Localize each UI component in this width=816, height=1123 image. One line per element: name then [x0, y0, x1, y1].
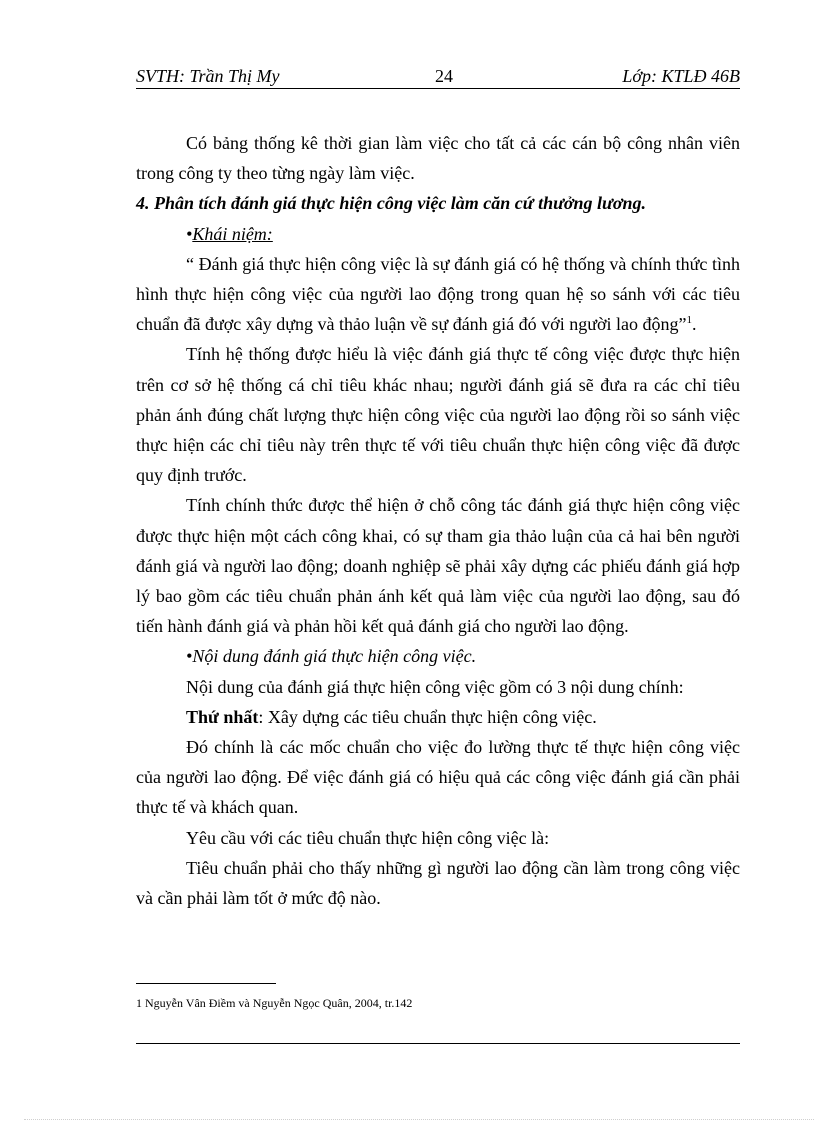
paragraph-timesheet: Có bảng thống kê thời gian làm việc cho tất cả các cán bộ công nhân viên trong công ty theo từng ngày làm việc.: [136, 133, 740, 184]
footnote-number: 1: [136, 996, 142, 1010]
quote-text: “ Đánh giá thực hiện công việc là sự đánh giá có hệ thống và chính thức tình hình thực hiện công việc của người lao động trong quan hệ so sánh với các tiêu chuẩn đã được xây dựng và thảo luận về sự đánh giá đó với người lao động”: [136, 253, 740, 335]
bullet-icon: •: [186, 223, 193, 244]
bullet-icon: •: [186, 646, 193, 667]
document-body: [136, 128, 740, 913]
paragraph-criteria: Tiêu chuẩn phải cho thấy những gì người lao động cần làm trong công việc và cần phải làm tốt ở mức độ nào.: [136, 857, 740, 909]
bullet-content: [136, 641, 740, 671]
header-student-name: SVTH: Trần Thị My: [136, 66, 280, 86]
header-page-number: 24: [435, 66, 453, 86]
paragraph-standards: Đó chính là các mốc chuẩn cho việc đo lường thực tế thực hiện công việc của người lao động. Để việc đánh giá có hiệu quả các công việc đánh giá cần phải thực tế và khách quan.: [136, 737, 740, 818]
bullet-concept: [136, 219, 740, 249]
quote-end: .: [691, 314, 697, 335]
bullet-content-label: Nội dung đánh giá thực hiện công việc.: [192, 646, 477, 667]
footnote-reference[interactable]: 1: [686, 314, 692, 327]
header-class: Lớp: KTLĐ 46B: [622, 66, 740, 86]
footnote-text: Nguyễn Vân Điềm và Nguyễn Ngọc Quân, 2004, tr.142: [145, 996, 413, 1010]
first-step-label: Thứ nhất: [186, 706, 259, 727]
paragraph-requirements: Yêu cầu với các tiêu chuẩn thực hiện công việc là:: [186, 827, 550, 848]
footer-rule: [136, 1043, 740, 1044]
footnote-separator: [136, 983, 276, 984]
paragraph-formal: Tính chính thức được thể hiện ở chỗ công tác đánh giá thực hiện công việc được thực hiện một cách công khai, có sự tham gia thảo luận của cả hai bên người đánh giá và người lao động; doanh nghiệp sẽ phải xây dựng các phiếu đánh giá hợp lý bao gồm các tiêu chuẩn phản ánh kết quả làm việc của người lao động, sau đó tiến hành đánh giá và phản hồi kết quả đánh giá cho người lao động.: [136, 495, 740, 637]
bullet-concept-label: Khái niệm:: [192, 223, 273, 244]
paragraph-first-step: [136, 702, 740, 732]
first-step-text: : Xây dựng các tiêu chuẩn thực hiện công việc.: [258, 706, 597, 727]
page-edge: [24, 1119, 814, 1120]
page-header: [136, 60, 740, 89]
paragraph-systematic: Tính hệ thống được hiểu là việc đánh giá thực tế công việc được thực hiện trên cơ sở hệ thống cá chỉ tiêu khác nhau; người đánh giá sẽ đưa ra các chỉ tiêu phản ánh đúng chất lượng thực hiện công việc của người lao động rồi so sánh việc thực hiện các chỉ tiêu này trên thực tế với tiêu chuẩn thực hiện công việc đã được quy định trước.: [136, 344, 740, 486]
paragraph-content-intro: Nội dung của đánh giá thực hiện công việc gồm có 3 nội dung chính:: [186, 676, 684, 697]
paragraph-definition-quote: [136, 249, 740, 340]
section-heading: 4. Phân tích đánh giá thực hiện công việc làm căn cứ thưởng lương.: [136, 193, 647, 214]
footnote: [136, 996, 740, 1011]
